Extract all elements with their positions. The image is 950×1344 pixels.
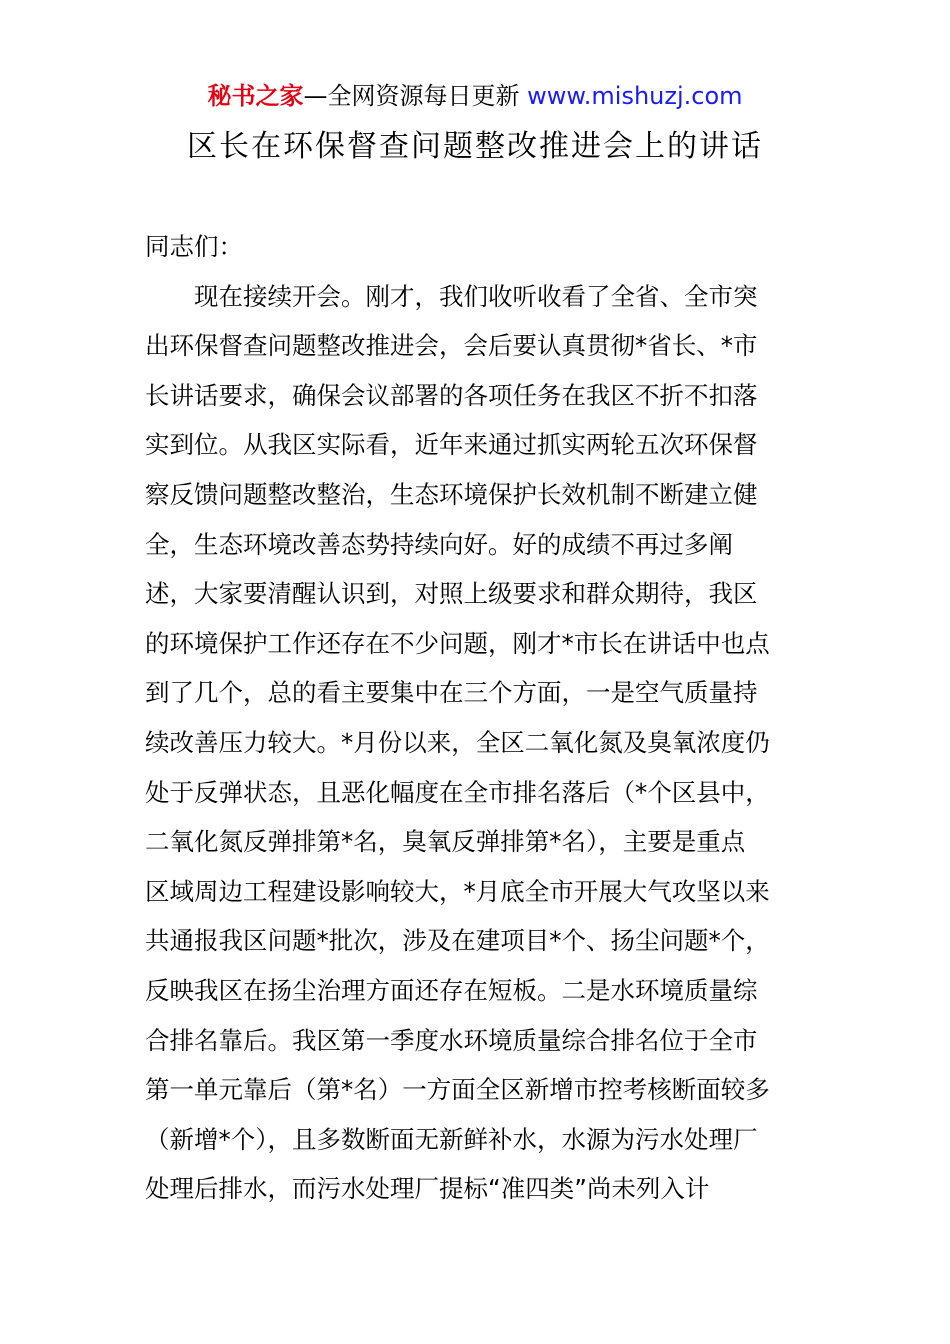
- paragraph-line: 的环境保护工作还存在不少问题，刚才*市长在讲话中也点: [145, 628, 770, 658]
- salutation: 同志们：: [145, 232, 243, 261]
- paragraph-line: 察反馈问题整改整治，生态环境保护长效机制不断建立健: [145, 479, 758, 509]
- page-header: [0, 80, 950, 112]
- paragraph-line: 二氧化氮反弹排第*名，臭氧反弹排第*名），主要是重点: [145, 827, 746, 857]
- header-tagline: —全网资源每日更新: [303, 82, 528, 110]
- site-url-link[interactable]: www.mishuzj.com: [527, 82, 743, 110]
- brand-name: 秘书之家: [207, 82, 304, 110]
- paragraph-line: 第一单元靠后（第*名）一方面全区新增市控考核断面较多: [145, 1075, 770, 1105]
- paragraph-line: 全，生态环境改善态势持续向好。好的成绩不再过多阐: [145, 529, 733, 559]
- paragraph-line: 共通报我区问题*批次，涉及在建项目*个、扬尘问题*个，: [145, 926, 770, 956]
- paragraph-line: 反映我区在扬尘治理方面还存在短板。二是水环境质量综: [145, 975, 758, 1005]
- paragraph-line: 区域周边工程建设影响较大，*月底全市开展大气攻坚以来: [145, 876, 770, 906]
- document-body: [145, 222, 815, 1214]
- paragraph-line: 现在接续开会。刚才，我们收听收看了全省、全市突: [194, 281, 758, 311]
- paragraph-line: 处于反弹状态，且恶化幅度在全市排名落后（*个区县中，: [145, 777, 770, 807]
- paragraph-line: 出环保督查问题整改推进会，会后要认真贯彻*省长、*市: [145, 331, 758, 361]
- paragraph-line: 到了几个，总的看主要集中在三个方面，一是空气质量持: [145, 678, 758, 708]
- paragraph-line: 合排名靠后。我区第一季度水环境质量综合排名位于全市: [145, 1025, 758, 1055]
- paragraph-line: 处理后排水，而污水处理厂提标“准四类”尚未列入计: [145, 1174, 710, 1204]
- document-title: 区长在环保督查问题整改推进会上的讲话: [187, 129, 763, 164]
- paragraph-line: 实到位。从我区实际看，近年来通过抓实两轮五次环保督: [145, 430, 758, 460]
- paragraph-line: （新增*个），且多数断面无新鲜补水，水源为污水处理厂: [145, 1124, 758, 1154]
- paragraph-line: 述，大家要清醒认识到，对照上级要求和群众期待，我区: [145, 579, 758, 609]
- paragraph-line: 长讲话要求，确保会议部署的各项任务在我区不折不扣落: [145, 380, 758, 410]
- paragraph-line: 续改善压力较大。*月份以来，全区二氧化氮及臭氧浓度仍: [145, 727, 770, 757]
